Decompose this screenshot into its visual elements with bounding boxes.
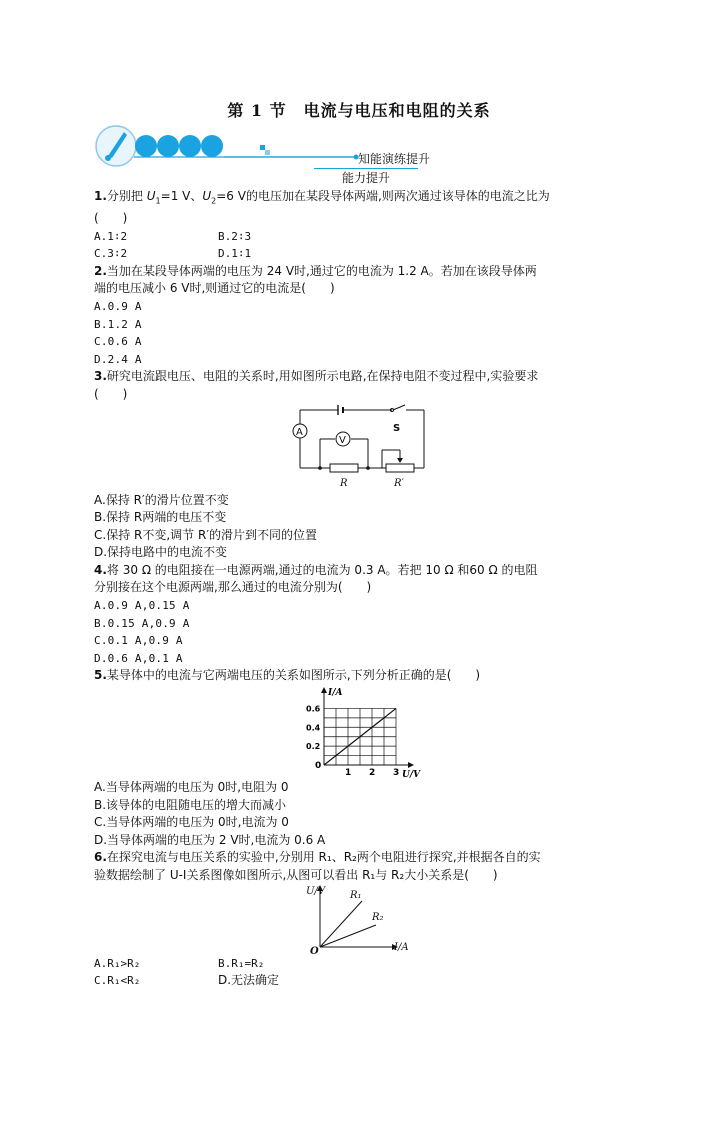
option-d: D.当导体两端的电压为 2 V时,电流为 0.6 A xyxy=(94,832,326,847)
question-3 xyxy=(94,368,634,562)
option-a: A.保持 R′的滑片位置不变 xyxy=(94,492,229,507)
section-label: 知能演练提升 xyxy=(358,152,431,166)
origin-label: O xyxy=(310,945,319,957)
question-4 xyxy=(94,562,634,668)
x-axis-label: U/V xyxy=(402,770,421,780)
q1-text-c: =6 V的电压加在某段导体两端,则两次通过该导体的电流之比为 xyxy=(216,189,550,203)
x-tick-label: 2 xyxy=(369,768,376,779)
q2-text-2: 端的电压减小 6 V时,则通过它的电流是( ) xyxy=(94,281,335,296)
question-1 xyxy=(94,188,634,263)
option-c: C.R₁<R₂ xyxy=(94,974,141,988)
ui-graph xyxy=(302,885,412,955)
u-axis-label: U/V xyxy=(306,885,326,897)
option-a: A.0.9 A,0.15 A xyxy=(94,599,190,613)
option-d: D.无法确定 xyxy=(218,973,280,988)
rheostat-label: R′ xyxy=(394,477,404,489)
q1-text-a: 分别把 xyxy=(106,189,147,203)
option-b: B.2∶3 xyxy=(218,229,252,243)
var-u2: U xyxy=(202,189,212,203)
ammeter-label: A xyxy=(296,426,303,438)
var-u2-sub: 2 xyxy=(211,196,217,206)
i-axis-label: I/A xyxy=(394,941,409,953)
question-number: 1. xyxy=(94,189,107,203)
question-number: 4. xyxy=(94,562,107,577)
var-u1: U xyxy=(146,189,156,203)
x-tick-label: 3 xyxy=(393,768,400,779)
answer-paren: ( ) xyxy=(94,210,128,225)
option-a: A.R₁>R₂ xyxy=(94,956,141,970)
r1-label: R₁ xyxy=(350,889,362,901)
switch-label: S xyxy=(393,422,401,434)
iv-chart xyxy=(294,685,424,779)
x-axis-arrow xyxy=(408,762,414,768)
question-number: 3. xyxy=(94,369,107,384)
q6-text-1: 在探究电流与电压关系的实验中,分别用 R₁、R₂两个电阻进行探究,并根据各自的实 xyxy=(106,850,541,865)
option-d: D.保持电路中的电流不变 xyxy=(94,545,228,560)
y-tick-label: 0.6 xyxy=(306,704,321,714)
y-axis-label: I/A xyxy=(328,688,343,699)
question-list xyxy=(94,188,634,990)
option-b: B.R₁=R₂ xyxy=(218,956,265,970)
y-tick-label: 0.2 xyxy=(306,742,321,752)
question-2 xyxy=(94,263,634,369)
q6-text-2: 验数据绘制了 U-I关系图像如图所示,从图可以看出 R₁与 R₂大小关系是( ) xyxy=(94,868,498,883)
var-u1-sub: 1 xyxy=(155,196,161,206)
option-b: B.该导体的电阻随电压的增大而减小 xyxy=(94,797,287,812)
voltmeter-label: V xyxy=(339,434,346,446)
option-a: A.0.9 A xyxy=(94,299,142,313)
page-title: 第 1 节 电流与电压和电阻的关系 xyxy=(227,101,491,120)
sub-label: 能力提升 xyxy=(341,171,390,185)
option-d: D.1∶1 xyxy=(218,247,252,261)
question-5 xyxy=(94,667,634,849)
question-6 xyxy=(94,849,634,989)
question-number: 6. xyxy=(94,850,107,865)
q3-text-1: 研究电流跟电压、电阻的关系时,用如图所示电路,在保持电阻不变过程中,实验要求 xyxy=(106,369,539,384)
sub-label-line xyxy=(314,168,418,186)
x-tick-label: 1 xyxy=(345,768,352,779)
option-b: B.保持 R两端的电压不变 xyxy=(94,510,227,525)
q2-text-1: 当加在某段导体两端的电压为 24 V时,通过它的电流为 1.2 A。若加在该段导体两 xyxy=(106,263,537,278)
option-c: C.0.1 A,0.9 A xyxy=(94,634,183,648)
y-axis-arrow xyxy=(321,687,327,693)
q5-text-1: 某导体中的电流与它两端电压的关系如图所示,下列分析正确的是( ) xyxy=(106,668,481,683)
q4-text-2: 分别接在这个电源两端,那么通过的电流分别为( ) xyxy=(94,580,372,595)
option-a: A.当导体两端的电压为 0时,电阻为 0 xyxy=(94,780,289,795)
circuit-diagram xyxy=(286,404,436,492)
option-d: D.0.6 A,0.1 A xyxy=(94,651,183,665)
iv-chart-svg xyxy=(294,685,424,779)
option-d: D.2.4 A xyxy=(94,352,142,366)
y-tick-label: 0.4 xyxy=(306,723,321,733)
option-c: C.3∶2 xyxy=(94,247,128,261)
resistor-label: R xyxy=(340,477,348,489)
option-b: B.1.2 A xyxy=(94,317,142,331)
option-c: C.0.6 A xyxy=(94,335,142,349)
option-a: A.1∶2 xyxy=(94,229,128,243)
option-b: B.0.15 A,0.9 A xyxy=(94,616,190,630)
question-number: 2. xyxy=(94,263,107,278)
origin-label: 0 xyxy=(315,761,322,772)
option-c: C.当导体两端的电压为 0时,电流为 0 xyxy=(94,815,289,830)
option-c: C.保持 R不变,调节 R′的滑片到不同的位置 xyxy=(94,527,318,542)
r2-label: R₂ xyxy=(372,911,384,923)
q1-text-b: =1 V、 xyxy=(160,189,203,203)
section-banner xyxy=(94,124,474,184)
question-number: 5. xyxy=(94,668,107,683)
answer-paren: ( ) xyxy=(94,386,128,401)
q4-text-1: 将 30 Ω 的电阻接在一电源两端,通过的电流为 0.3 A。若把 10 Ω 和60 Ω 的电阻 xyxy=(106,562,538,577)
